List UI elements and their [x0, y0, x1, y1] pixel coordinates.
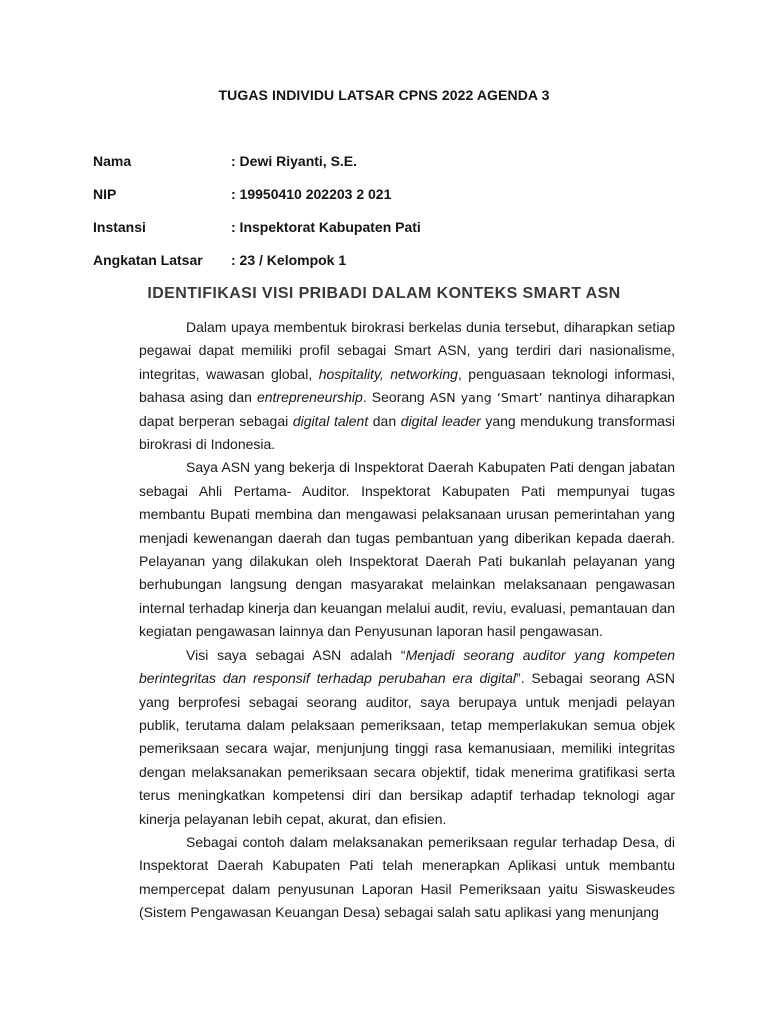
text-run: Dalam upaya membentuk birokrasi berkelas dunia tersebut, diharapkan setiap pegawai dapat memiliki profil sebagai Smart ASN, yang terdiri dari nasionalisme, integritas, wawasan global,	[139, 319, 675, 382]
identity-value: : 23 / Kelompok 1	[231, 252, 347, 268]
text-run: yang mendukung transformasi birokrasi di Indonesia.	[139, 412, 675, 453]
text-run: . Seorang	[362, 389, 430, 406]
identity-label: NIP	[93, 186, 117, 202]
text-run: ”. Sebagai seorang ASN yang berprofesi sebagai seorang auditor, saya berupaya untuk menjadi pelayan publik, terutama dalam pelaksaan pemeriksaan, tetap memperlakukan semua objek pemeriksaan secara wajar, menjunjung tinggi rasa kemanusiaan, memiliki integritas dengan melaksanakan pemeriksaan secara objektif, tidak menerima gratifikasi serta terus meningkatkan kompetensi diri dan bersikap adaptif terhadap teknologi agar kinerja pelayanan lebih cepat, akurat, dan efisien.	[139, 670, 675, 827]
identity-value: : Dewi Riyanti, S.E.	[231, 153, 358, 169]
italic-run: Menjadi seorang auditor yang kompeten berintegritas dan responsif terhadap perubahan era digital	[139, 646, 675, 687]
text-run: Visi saya sebagai ASN adalah “	[186, 646, 406, 663]
identity-value: : 19950410 202203 2 021	[231, 186, 392, 202]
document-title: TUGAS INDIVIDU LATSAR CPNS 2022 AGENDA 3	[218, 87, 550, 103]
text-run: dan	[368, 412, 401, 429]
identity-label: Angkatan Latsar	[93, 252, 203, 268]
paragraph-2: Saya ASN yang bekerja di Inspektorat Daerah Kabupaten Pati dengan jabatan sebagai Ahli Pertama- Auditor. Inspektorat Kabupaten Pati mempunyai tugas membantu Bupati membina dan mengawasi pelaksanaan urusan pemerintahan yang menjadi kewenangan daerah dan tugas pembantuan yang diberikan kepada daerah. Pelayanan yang dilakukan oleh Inspektorat Daerah Pati bukanlah pelayanan yang berhubungan langsung dengan masyarakat melainkan melaksanaan pengawasan internal terhadap kinerja dan keuangan melalui audit, reviu, evaluasi, pemantauan dan kegiatan pengawasan lainnya dan Penyusunan laporan hasil pengawasan.	[139, 459, 675, 640]
italic-run: hospitality, networking	[318, 365, 458, 382]
text-run: nantinya diharapkan dapat berperan sebagai	[139, 389, 675, 429]
italic-run: entrepreneurship	[256, 389, 363, 406]
paragraph-4: Sebagai contoh dalam melaksanakan pemeriksaan regular terhadap Desa, di Inspektorat Daerah Kabupaten Pati telah menerapkan Aplikasi untuk membantu mempercepat dalam penyusunan Laporan Hasil Pemeriksaan yaitu Siswaskeudes (Sistem Pengawasan Keuangan Desa) sebagai salah satu aplikasi yang menunjang	[139, 833, 675, 921]
text-run: ASN yang ‘Smart’	[429, 390, 543, 406]
body-text	[139, 316, 675, 925]
italic-run: digital talent	[292, 412, 369, 429]
paragraph-3	[139, 644, 675, 831]
identity-value: : Inspektorat Kabupaten Pati	[231, 219, 421, 235]
identity-label: Instansi	[93, 219, 146, 235]
italic-run: digital leader	[400, 412, 481, 429]
paragraph-1	[139, 316, 675, 456]
text-run: , penguasaan teknologi informasi, bahasa asing dan	[139, 365, 675, 406]
identity-label: Nama	[93, 153, 132, 169]
section-title: IDENTIFIKASI VISI PRIBADI DALAM KONTEKS SMART ASN	[147, 285, 621, 302]
